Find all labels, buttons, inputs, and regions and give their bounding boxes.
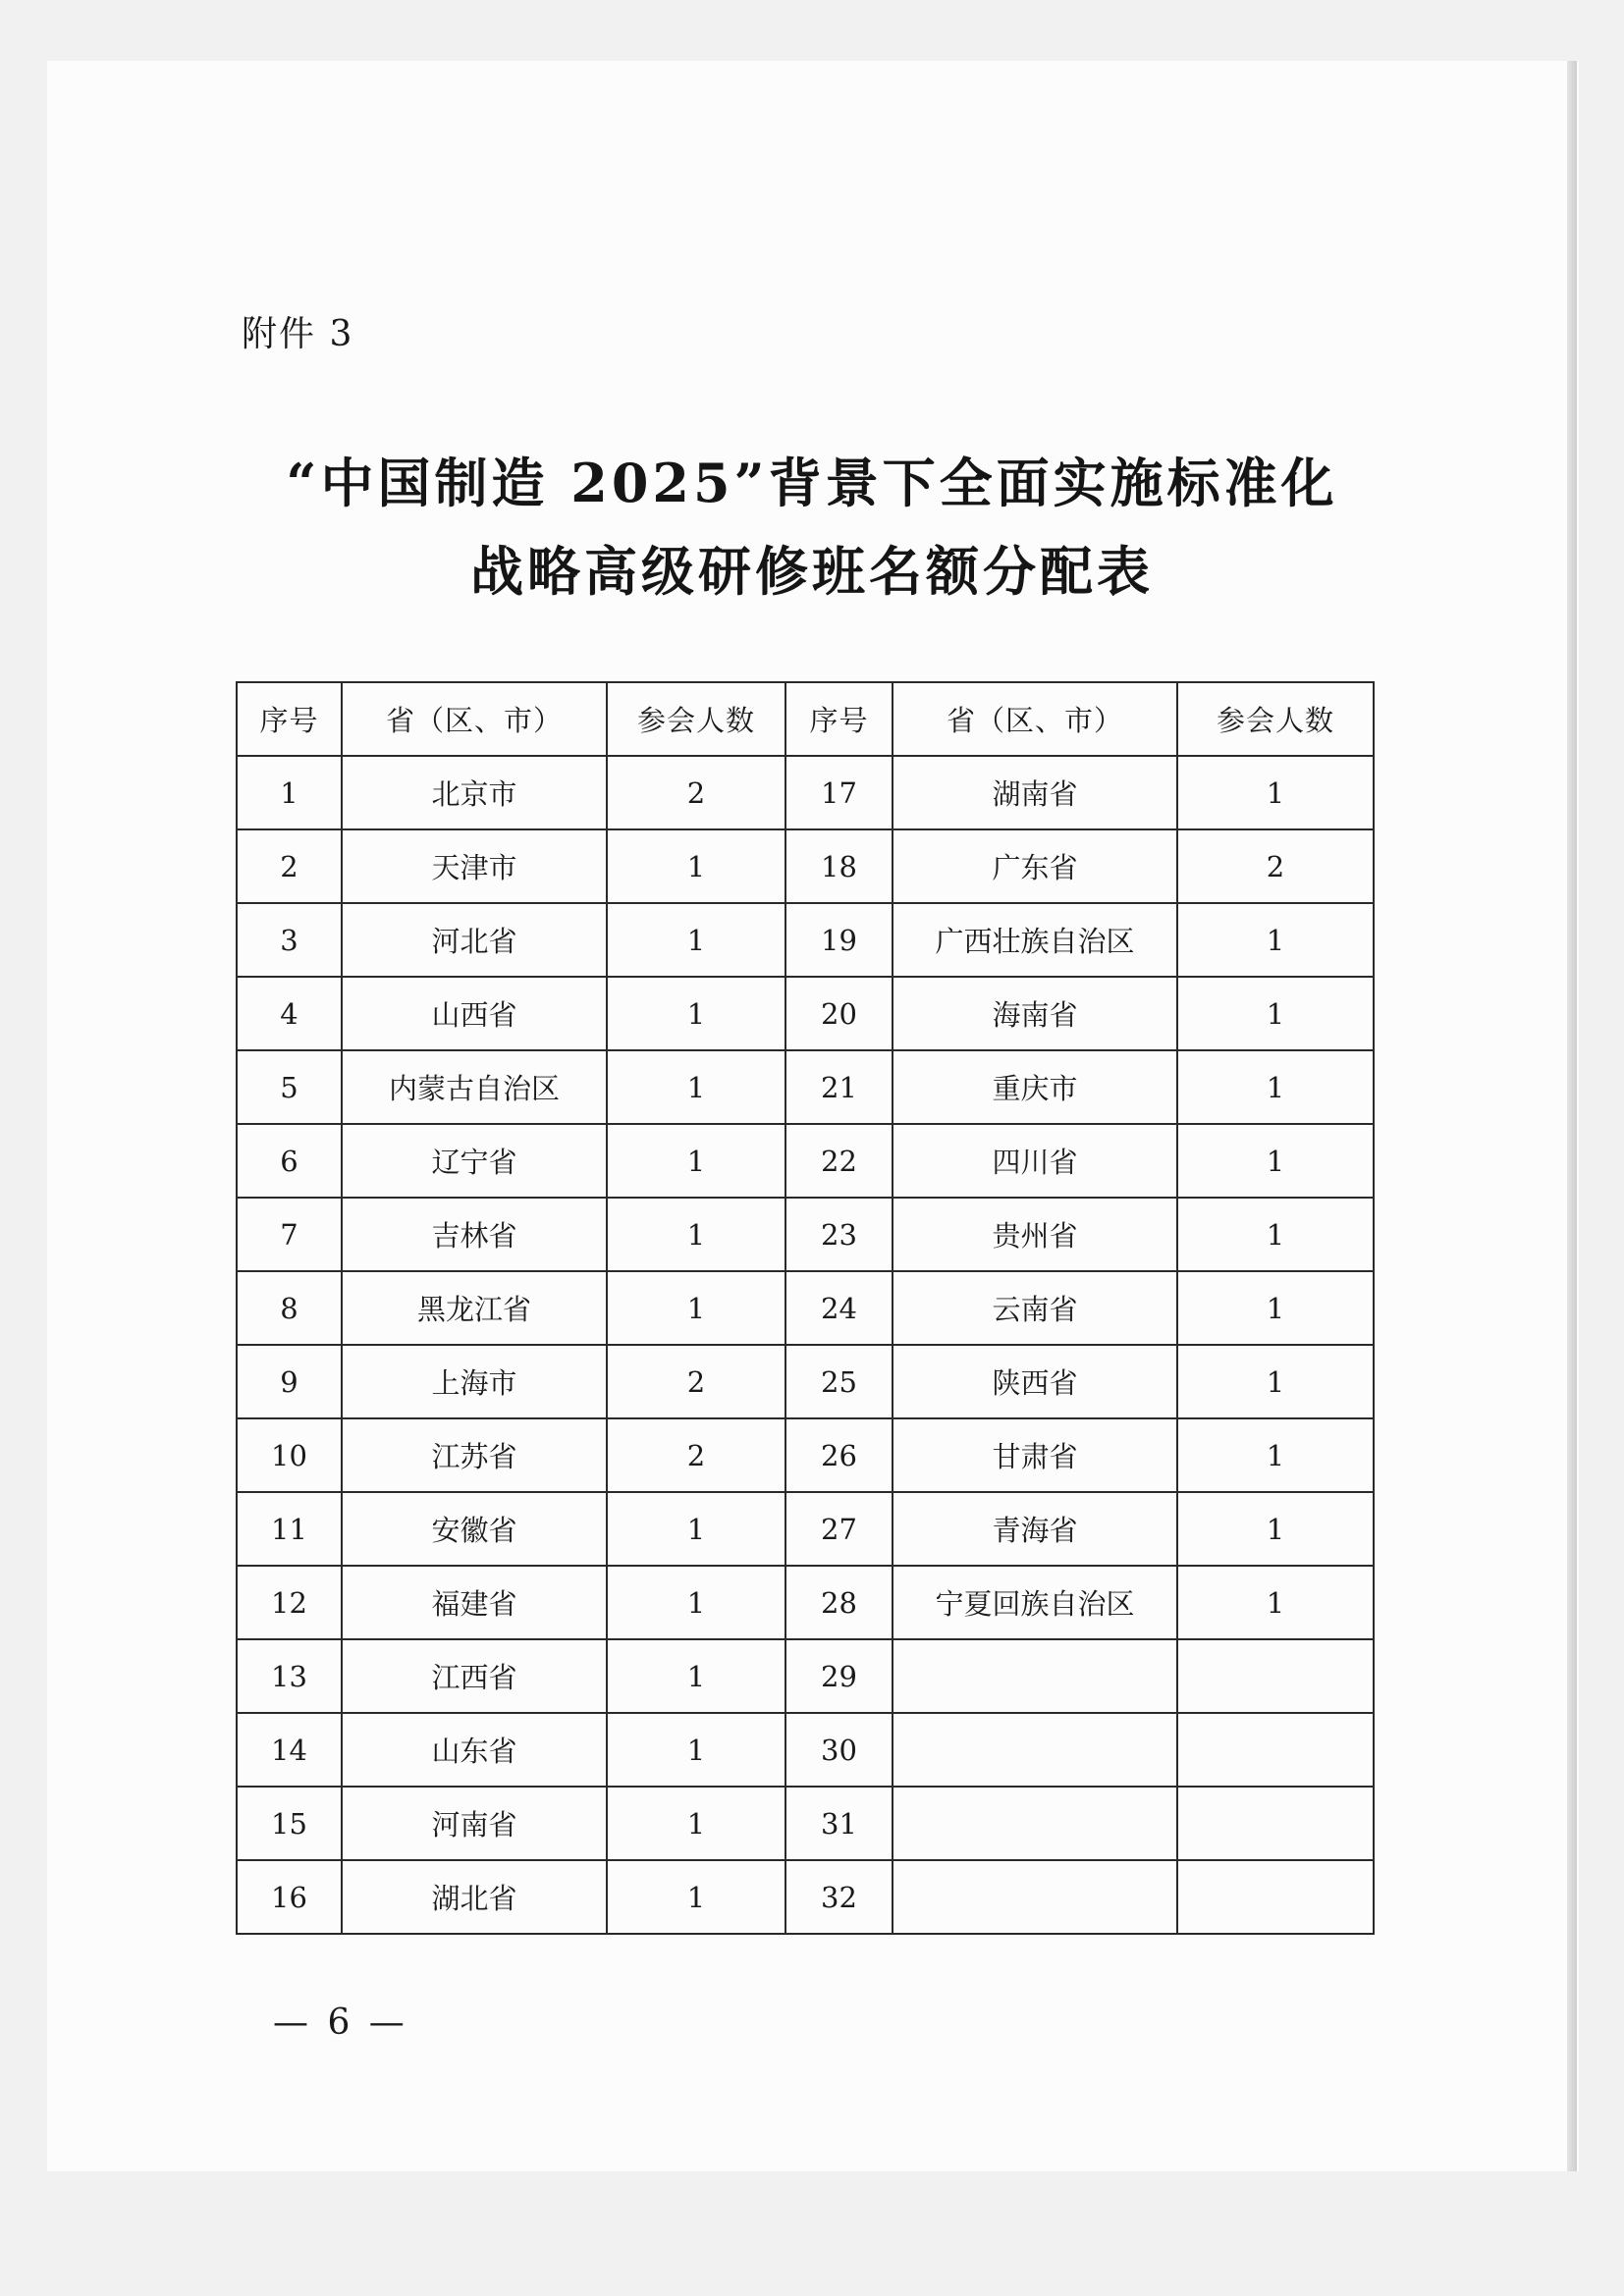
cell-province-right: 宁夏回族自治区 — [893, 1566, 1177, 1639]
page-number: — 6 — — [273, 2002, 408, 2043]
table-row — [237, 1124, 1374, 1198]
cell-count-right — [1177, 1860, 1374, 1934]
cell-seq-right: 22 — [785, 1124, 893, 1198]
cell-count-left: 1 — [607, 1713, 785, 1787]
cell-seq-left: 16 — [237, 1860, 342, 1934]
cell-count-right — [1177, 1713, 1374, 1787]
quota-allocation-table — [236, 681, 1375, 1935]
cell-province-left: 江西省 — [342, 1639, 607, 1713]
cell-seq-right: 32 — [785, 1860, 893, 1934]
cell-seq-right: 21 — [785, 1050, 893, 1124]
cell-province-right: 贵州省 — [893, 1198, 1177, 1271]
cell-count-right — [1177, 1639, 1374, 1713]
table-row — [237, 1713, 1374, 1787]
header-count-left: 参会人数 — [607, 682, 785, 756]
cell-seq-right: 31 — [785, 1787, 893, 1860]
cell-province-left: 安徽省 — [342, 1492, 607, 1566]
cell-province-left: 天津市 — [342, 829, 607, 903]
cell-seq-right: 19 — [785, 903, 893, 977]
cell-province-left: 内蒙古自治区 — [342, 1050, 607, 1124]
cell-province-left: 江苏省 — [342, 1418, 607, 1492]
cell-count-right: 1 — [1177, 1418, 1374, 1492]
cell-seq-right: 24 — [785, 1271, 893, 1345]
cell-count-left: 1 — [607, 903, 785, 977]
cell-seq-left: 7 — [237, 1198, 342, 1271]
cell-province-right: 云南省 — [893, 1271, 1177, 1345]
cell-count-right: 1 — [1177, 756, 1374, 829]
cell-seq-right: 30 — [785, 1713, 893, 1787]
cell-province-right: 甘肃省 — [893, 1418, 1177, 1492]
table-row — [237, 1860, 1374, 1934]
cell-province-right — [893, 1713, 1177, 1787]
cell-seq-right: 26 — [785, 1418, 893, 1492]
table-row — [237, 1639, 1374, 1713]
cell-seq-right: 28 — [785, 1566, 893, 1639]
cell-count-left: 1 — [607, 1124, 785, 1198]
table-row — [237, 1787, 1374, 1860]
table-row — [237, 977, 1374, 1050]
cell-count-right: 1 — [1177, 1050, 1374, 1124]
cell-count-right: 1 — [1177, 1124, 1374, 1198]
attachment-label: 附件 3 — [242, 314, 354, 354]
cell-count-left: 1 — [607, 1050, 785, 1124]
cell-province-right — [893, 1860, 1177, 1934]
cell-seq-left: 6 — [237, 1124, 342, 1198]
cell-count-left: 1 — [607, 1492, 785, 1566]
cell-seq-right: 18 — [785, 829, 893, 903]
table-row — [237, 1418, 1374, 1492]
cell-province-right: 广西壮族自治区 — [893, 903, 1177, 977]
header-province-left: 省（区、市） — [342, 682, 607, 756]
table-row — [237, 1050, 1374, 1124]
cell-seq-left: 2 — [237, 829, 342, 903]
cell-count-left: 1 — [607, 1271, 785, 1345]
cell-count-left: 1 — [607, 1787, 785, 1860]
cell-count-left: 1 — [607, 977, 785, 1050]
cell-province-right: 四川省 — [893, 1124, 1177, 1198]
table-row — [237, 1345, 1374, 1418]
cell-seq-left: 15 — [237, 1787, 342, 1860]
cell-seq-left: 11 — [237, 1492, 342, 1566]
cell-province-right — [893, 1787, 1177, 1860]
cell-count-right: 2 — [1177, 829, 1374, 903]
cell-province-left: 黑龙江省 — [342, 1271, 607, 1345]
cell-seq-left: 12 — [237, 1566, 342, 1639]
cell-province-right: 广东省 — [893, 829, 1177, 903]
cell-province-left: 辽宁省 — [342, 1124, 607, 1198]
cell-count-right: 1 — [1177, 1566, 1374, 1639]
cell-count-left: 1 — [607, 829, 785, 903]
cell-count-right — [1177, 1787, 1374, 1860]
cell-seq-left: 3 — [237, 903, 342, 977]
cell-province-right: 湖南省 — [893, 756, 1177, 829]
cell-province-left: 河北省 — [342, 903, 607, 977]
cell-count-right: 1 — [1177, 1198, 1374, 1271]
cell-count-left: 1 — [607, 1198, 785, 1271]
cell-province-left: 山西省 — [342, 977, 607, 1050]
header-seq-left: 序号 — [237, 682, 342, 756]
cell-province-left: 山东省 — [342, 1713, 607, 1787]
header-count-right: 参会人数 — [1177, 682, 1374, 756]
document-title-line-2: 战略高级研修班名额分配表 — [470, 540, 1154, 603]
cell-count-left: 2 — [607, 1418, 785, 1492]
table-row — [237, 1271, 1374, 1345]
cell-count-left: 2 — [607, 1345, 785, 1418]
cell-seq-right: 25 — [785, 1345, 893, 1418]
cell-province-left: 湖北省 — [342, 1860, 607, 1934]
header-province-right: 省（区、市） — [893, 682, 1177, 756]
cell-seq-left: 1 — [237, 756, 342, 829]
cell-seq-right: 29 — [785, 1639, 893, 1713]
cell-seq-left: 14 — [237, 1713, 342, 1787]
cell-province-right: 重庆市 — [893, 1050, 1177, 1124]
cell-count-left: 1 — [607, 1566, 785, 1639]
table-row — [237, 1198, 1374, 1271]
cell-count-left: 1 — [607, 1860, 785, 1934]
cell-count-left: 1 — [607, 1639, 785, 1713]
table-row — [237, 829, 1374, 903]
table-body — [237, 756, 1374, 1934]
table-row — [237, 756, 1374, 829]
document-title-line-1: “中国制造 2025”背景下全面实施标准化 — [286, 452, 1338, 514]
cell-seq-right: 23 — [785, 1198, 893, 1271]
cell-seq-right: 27 — [785, 1492, 893, 1566]
cell-province-left: 上海市 — [342, 1345, 607, 1418]
cell-seq-left: 5 — [237, 1050, 342, 1124]
table-header-row — [237, 682, 1374, 756]
cell-seq-right: 17 — [785, 756, 893, 829]
cell-province-right: 海南省 — [893, 977, 1177, 1050]
cell-province-left: 吉林省 — [342, 1198, 607, 1271]
cell-province-right — [893, 1639, 1177, 1713]
cell-seq-left: 9 — [237, 1345, 342, 1418]
cell-province-right: 青海省 — [893, 1492, 1177, 1566]
table-row — [237, 1492, 1374, 1566]
cell-count-right: 1 — [1177, 977, 1374, 1050]
cell-count-right: 1 — [1177, 1271, 1374, 1345]
cell-province-left: 北京市 — [342, 756, 607, 829]
cell-seq-left: 13 — [237, 1639, 342, 1713]
cell-count-right: 1 — [1177, 903, 1374, 977]
cell-seq-right: 20 — [785, 977, 893, 1050]
page-edge — [1567, 61, 1577, 2171]
table-row — [237, 903, 1374, 977]
cell-province-left: 福建省 — [342, 1566, 607, 1639]
cell-seq-left: 4 — [237, 977, 342, 1050]
cell-province-left: 河南省 — [342, 1787, 607, 1860]
cell-seq-left: 10 — [237, 1418, 342, 1492]
header-seq-right: 序号 — [785, 682, 893, 756]
cell-count-right: 1 — [1177, 1492, 1374, 1566]
cell-province-right: 陕西省 — [893, 1345, 1177, 1418]
cell-seq-left: 8 — [237, 1271, 342, 1345]
cell-count-right: 1 — [1177, 1345, 1374, 1418]
table-row — [237, 1566, 1374, 1639]
cell-count-left: 2 — [607, 756, 785, 829]
